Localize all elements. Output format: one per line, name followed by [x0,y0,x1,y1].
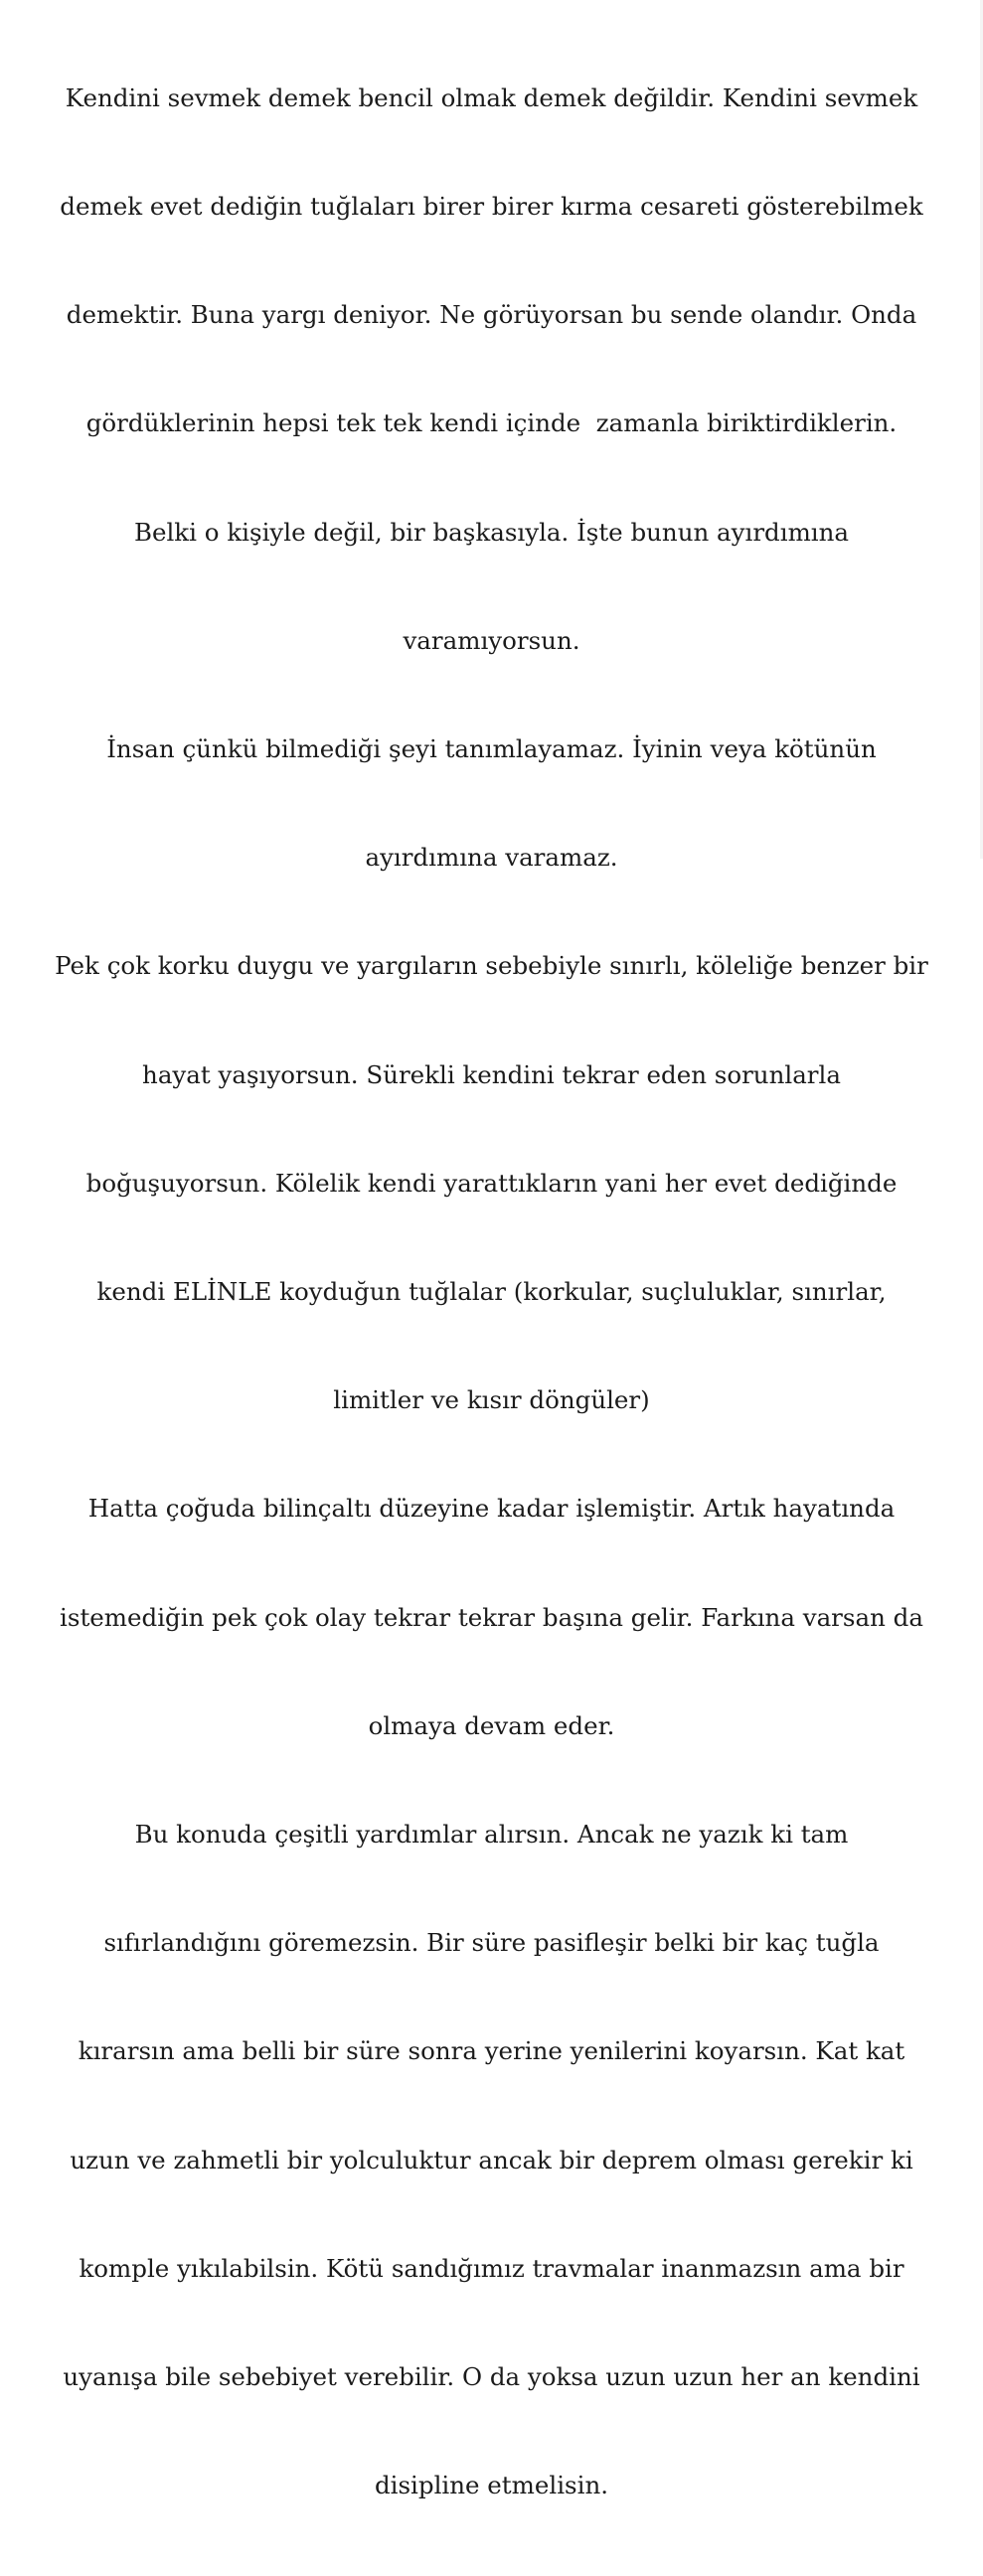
text-line: hayat yaşıyorsun. Sürekli kendini tekrar eden sorunlarla [142,1059,841,1089]
text-line: boğuşuyorsun. Kölelik kendi yarattıkların yani her evet dediğinde [85,1168,898,1198]
text-line: disipline etmelisin. [374,2471,609,2500]
text-line: uzun ve zahmetli bir yolculuktur ancak bir deprem olması gerekir ki [70,2145,913,2174]
text-line: Bu konuda çeşitli yardımlar alırsın. Ancak ne yazık ki tam [134,1820,849,1850]
text-line: kendi ELİNLE koyduğun tuğlalar (korkular, suçluluklar, sınırlar, [96,1277,887,1307]
text-line: gördüklerinin hepsi tek tek kendi içinde zamanla biriktirdiklerin. [85,408,898,438]
text-line: komple yıkılabilsin. Kötü sandığımız travmalar inanmazsın ama bir [79,2253,904,2283]
text-line: Hatta çoğuda bilinçaltı düzeyine kadar işlemiştir. Artık hayatında [87,1494,896,1524]
text-line: demek evet dediğin tuğlaları birer birer kırma cesareti gösterebilmek [60,192,923,222]
text-line: ayırdımına varamaz. [365,843,618,873]
text-line: demektir. Buna yargı deniyor. Ne görüyorsan bu sende olandır. Onda [66,300,917,330]
text-line: uyanışa bile sebebiyet verebilir. O da yoksa uzun uzun her an kendini [63,2362,920,2392]
text-line: Kendini sevmek demek bencil olmak demek değildir. Kendini sevmek [65,82,918,112]
text-line: sıfırlandığını göremezsin. Bir süre pasifleşir belki bir kaç tuğla [103,1928,880,1958]
text-line: limitler ve kısır döngüler) [333,1385,650,1415]
text-line: İnsan çünkü bilmediği şeyi tanımlayamaz. İyinin veya kötünün [106,734,877,764]
text-line: varamıyorsun. [403,625,580,655]
text-line: istemediğin pek çok olay tekrar tekrar başına gelir. Farkına varsan da [60,1602,923,1632]
text-line: Pek çok korku duygu ve yargıların sebebiyle sınırlı, köleliğe benzer bir [55,951,928,981]
text-line: olmaya devam eder. [368,1710,615,1740]
text-line: Belki o kişiyle değil, bir başkasıyla. İşte bunun ayırdımına [133,517,850,547]
text-line: kırarsın ama belli bir süre sonra yerine yenilerini koyarsın. Kat kat [78,2036,905,2066]
body-text [20,8,963,2576]
